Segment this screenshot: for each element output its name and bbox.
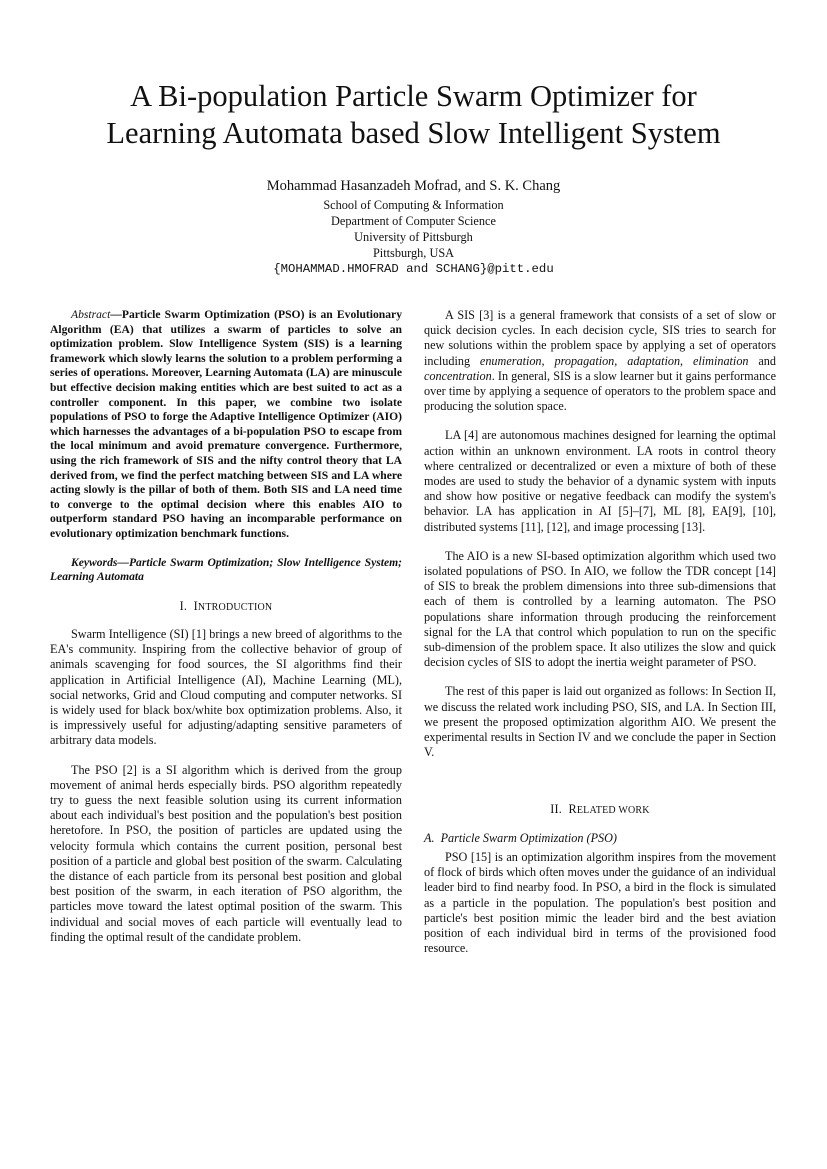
section-rest: ELATED WORK (576, 805, 650, 817)
affiliation-department: Department of Computer Science (331, 214, 496, 228)
abstract (50, 308, 402, 542)
subsection-letter: A. (424, 830, 435, 845)
title-line-2: Learning Automata based Slow Intelligent System (106, 116, 721, 150)
operator-adaptation: adaptation (627, 353, 681, 368)
author-email: {MOHAMMAD.HMOFRAD and SCHANG}@pitt.edu (273, 262, 554, 276)
pso-paragraph: PSO [15] is an optimization algorithm inspires from the movement of flock of birds which often moves under the guidance of an individual leader bird to find nearby food. In PSO, a bird in the flock is simulated as a particle in the population. The population's best position and particle's best position mimic the leader bird and the best aviation position of each individual bird in terms of the provisioned food resource. (424, 849, 776, 956)
section-gap (424, 774, 776, 802)
affiliation-block (0, 197, 827, 277)
section-heading-related-work (424, 802, 776, 818)
subsection-title: Particle Swarm Optimization (PSO) (440, 830, 617, 845)
affiliation-location: Pittsburgh, USA (372, 246, 455, 260)
operator-concentration: concentration (424, 368, 492, 383)
abstract-dash: — (110, 308, 122, 321)
outline-paragraph: The rest of this paper is laid out organized as follows: In Section II, we discuss the related work including PSO, SIS, and LA. In Section III, we present the proposed optimization algorithm AIO. We present the experimental results in Section IV and we conclude the paper in Section V. (424, 684, 776, 760)
section-number: II. (550, 802, 563, 817)
sep: , (614, 353, 628, 368)
sis-text-b: . In general, SIS is a slow learner but it gains performance over time by applying a sequence of operators to the problem space and producing the solution space. (424, 368, 776, 414)
aio-paragraph: The AIO is a new SI-based optimization algorithm which used two isolated populations of PSO. In AIO, we follow the TDR concept [14] of SIS to break the problem dimensions into three sub-dimensions that each of them is controlled by a learning automaton. The PSO populations share information through producing the reinforcement signal for the LA that control which population to run on the specific sub-dimension of the problem space. It also utilizes the slow and quick decision cycles of SIS to adopt the inertia weight parameter of PSO. (424, 548, 776, 670)
section-initial: I (193, 598, 198, 613)
abstract-lead: Abstract (71, 308, 111, 321)
intro-paragraph-1: Swarm Intelligence (SI) [1] brings a new breed of algorithms to the EA's community. Inspiring from the collective behavior of group of animals scavenging for food sources, the SI algorithms find their application in Artificial Intelligence (AI), Machine Learning (ML), social networks, Grid and Cloud computing and computer networks. SI is widely used for black box/white box optimization problems. Also, it is impressively useful for adjusting/adapting sensitive parameters of arbitrary data models. (50, 626, 402, 748)
paper-title (40, 78, 787, 152)
sep: and (748, 353, 776, 368)
keywords-text: Particle Swarm Optimization; Slow Intelligence System; Learning Automata (50, 555, 402, 584)
subsection-heading-pso (424, 831, 776, 846)
section-initial: R (568, 802, 577, 817)
affiliation-university: University of Pittsburgh (354, 230, 473, 244)
author-list: Mohammad Hasanzadeh Mofrad, and S. K. Chang (266, 178, 561, 194)
keywords-lead: Keywords— (71, 555, 129, 569)
sis-paragraph (424, 308, 776, 414)
sep: , (541, 353, 555, 368)
left-column (50, 308, 402, 959)
la-paragraph: LA [4] are autonomous machines designed for learning the optimal action within an unknown environment. LA roots in control theory where centralized or decentralized or even a mixture of both of these modes are used to study the behavior of a dynamic system with inputs and show how positive or negative feedback can modify the system's behavior. LA has application in AI [5]–[7], ML [8], EA[9], [10], distributed systems [11], [12], and image processing [13]. (424, 428, 776, 534)
keywords (50, 556, 402, 585)
operator-elimination: elimination (692, 353, 749, 368)
sis-text-a: A SIS [3] is a general framework that consists of a set of slow or quick decision cycles. In each decision cycle, SIS tries to search for new solutions within the problem space by applying a set of operators including (424, 308, 776, 368)
abstract-text: Particle Swarm Optimization (PSO) is an Evolutionary Algorithm (EA) that utilizes a swarm of particles to solve an optimization problem. Slow Intelligence System (SIS) is a learning framework which slowly learns the solution to a problem performing a series of operations. Moreover, Learning Automata (LA) are minuscule but effective decision making entities which are best suited to act as a controller component. In this paper, we combine two isolate populations of PSO to forge the Adaptive Intelligence Optimizer (AIO) which harnesses the advantages of a bi-population PSO to escape from the local minimum and avoid premature convergence. Furthermore, using the rich framework of SIS and the nifty control theory that LA derived from, we find the perfect matching between SIS and LA where acting slowly is the pillar of both of them. Both SIS and LA need time to converge to the optimal decision where this enables AIO to outperform standard PSO having an incomparable performance on evolutionary optimization benchmark functions. (50, 308, 402, 540)
title-line-1: A Bi-population Particle Swarm Optimizer for (130, 79, 697, 113)
affiliation-school: School of Computing & Information (323, 198, 504, 212)
operator-propagation: propagation (554, 353, 615, 368)
section-heading-introduction (50, 599, 402, 615)
intro-paragraph-2: The PSO [2] is a SI algorithm which is derived from the group movement of animal herds especially birds. PSO algorithm repeatedly try to guess the next feasible solution using its current information about each individual's best position and the population's best position heretofore. In PSO, the position of particles are updated using the velocity formula which contains the current position, personal best position of a particle and global best position of the swarm. Calculating the distance of each particle from its personal best position and global best position of the swarm, in each iteration of PSO algorithm, the particles move toward the latest optimal position of the swarm. This individual and social moves of each particle will eventually lead to finding the optimal result of the candidate problem. (50, 762, 402, 944)
sep: , (680, 353, 693, 368)
section-number: I. (179, 598, 188, 613)
section-rest: NTRODUCTION (197, 601, 273, 613)
right-column (424, 308, 776, 970)
operator-enumeration: enumeration (479, 353, 542, 368)
